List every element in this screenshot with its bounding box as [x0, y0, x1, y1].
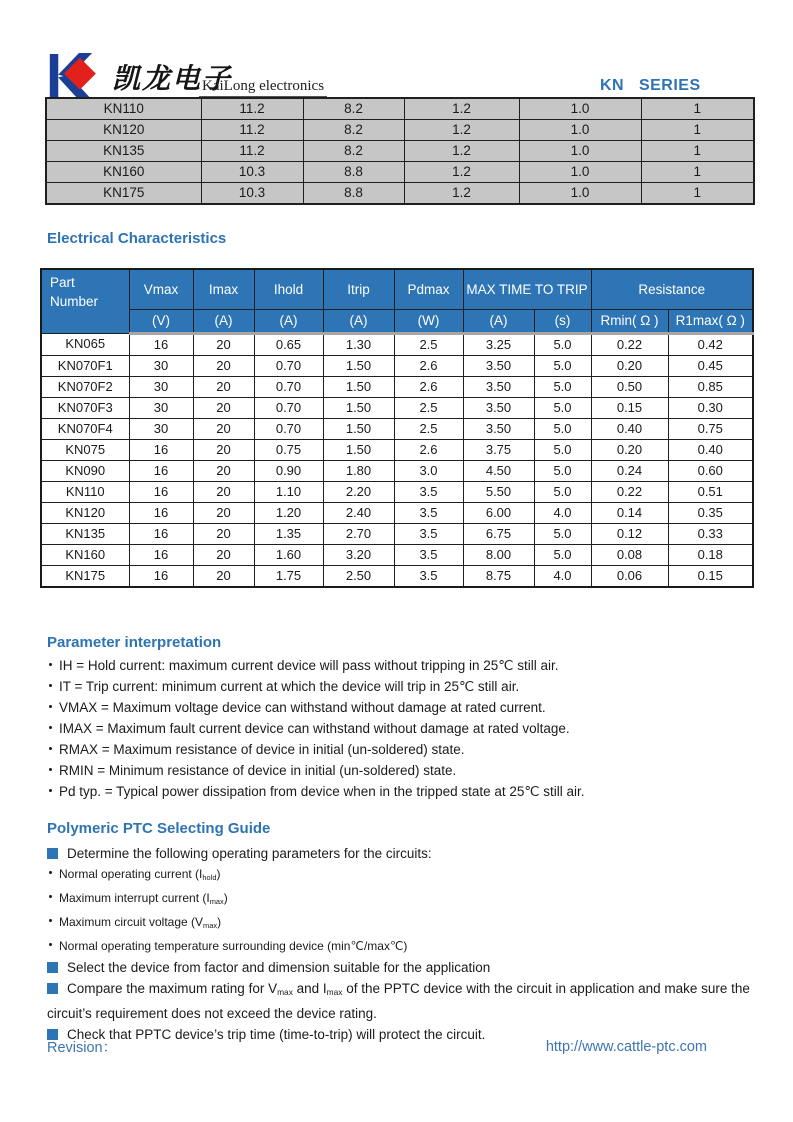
- revision-label: Revision：: [47, 1040, 118, 1056]
- table-cell: 0.75: [668, 418, 753, 439]
- table-cell: 20: [193, 523, 254, 544]
- table-cell: 0.42: [668, 333, 753, 355]
- table-cell: 1.2: [404, 162, 519, 183]
- table-cell: 3.5: [394, 565, 463, 587]
- table-cell: KN090: [41, 460, 129, 481]
- part-dimension-table: [45, 97, 755, 205]
- bullet-text: ): [217, 914, 222, 929]
- table-row: [46, 98, 754, 120]
- table-cell: 3.5: [394, 502, 463, 523]
- bullet-text: RMAX = Maximum resistance of device in initial (un-soldered) state.: [59, 742, 465, 757]
- bullet-text: max: [203, 920, 218, 930]
- table-cell: 30: [129, 376, 193, 397]
- table-cell: 10.3: [201, 162, 303, 183]
- bullet-text: Normal operating current (I: [59, 867, 203, 881]
- table-row: [41, 418, 753, 439]
- bullet-text: IMAX = Maximum fault current device can withstand without damage at rated voltage.: [59, 721, 570, 736]
- table-cell: KN070F1: [41, 355, 129, 376]
- bullet-text: max: [326, 986, 343, 997]
- table-cell: 1.75: [254, 565, 323, 587]
- table-row: [41, 460, 753, 481]
- table-cell: 1.2: [404, 183, 519, 205]
- table-row: [41, 439, 753, 460]
- selecting-guide-list: [47, 843, 755, 1045]
- table-cell: 1: [641, 141, 754, 162]
- table-cell: 0.06: [591, 565, 668, 587]
- dot-bullet-icon: [49, 768, 52, 771]
- unit-a4: (A): [463, 309, 534, 333]
- bullet-text: hold: [202, 872, 217, 882]
- table-cell: 20: [193, 439, 254, 460]
- table-cell: 1.0: [519, 141, 641, 162]
- table-cell: KN160: [46, 162, 201, 183]
- table-cell: 1.2: [404, 120, 519, 141]
- list-item: [47, 936, 755, 957]
- col-header-max-time-to-trip: MAX TIME TO TRIP: [463, 269, 591, 309]
- table-row: [41, 523, 753, 544]
- table-cell: KN135: [41, 523, 129, 544]
- table-row: [46, 141, 754, 162]
- table-cell: 5.0: [534, 397, 591, 418]
- table-cell: 0.45: [668, 355, 753, 376]
- table-cell: 8.2: [303, 98, 404, 120]
- table-cell: 1.50: [323, 418, 394, 439]
- bullet-text: ): [216, 867, 221, 881]
- table-row: [41, 502, 753, 523]
- table-cell: 0.50: [591, 376, 668, 397]
- table-cell: 5.50: [463, 481, 534, 502]
- dot-bullet-icon: [49, 663, 52, 666]
- table-cell: KN110: [46, 98, 201, 120]
- table-cell: 20: [193, 481, 254, 502]
- table-row: [46, 183, 754, 205]
- table-cell: KN120: [46, 120, 201, 141]
- table-cell: 20: [193, 376, 254, 397]
- list-item: [47, 843, 755, 864]
- table-cell: 3.50: [463, 397, 534, 418]
- table-cell: 1.20: [254, 502, 323, 523]
- table-cell: 5.0: [534, 523, 591, 544]
- unit-r1max: R1max( Ω ): [668, 309, 753, 333]
- table-cell: 16: [129, 523, 193, 544]
- part-label-line1: Part: [50, 275, 75, 290]
- table-cell: 16: [129, 502, 193, 523]
- table-cell: 1.2: [404, 141, 519, 162]
- table-cell: 5.0: [534, 460, 591, 481]
- bullet-text: IT = Trip current: minimum current at which the device will trip in 25℃ still air.: [59, 679, 520, 694]
- table-cell: 2.20: [323, 481, 394, 502]
- table-row: [41, 544, 753, 565]
- dot-bullet-icon: [49, 726, 52, 729]
- top-table-body: [46, 98, 754, 204]
- table-cell: 0.22: [591, 481, 668, 502]
- table-cell: 0.90: [254, 460, 323, 481]
- table-cell: 2.6: [394, 439, 463, 460]
- table-cell: 0.15: [668, 565, 753, 587]
- table-cell: 0.22: [591, 333, 668, 355]
- table-row: [41, 333, 753, 355]
- table-cell: 0.35: [668, 502, 753, 523]
- table-cell: 0.75: [254, 439, 323, 460]
- table-cell: 1: [641, 162, 754, 183]
- brand-name-chinese: 凯龙电子: [112, 62, 233, 95]
- table-cell: 3.25: [463, 333, 534, 355]
- bullet-text: ): [223, 890, 228, 905]
- table-cell: 8.2: [303, 141, 404, 162]
- table-cell: 16: [129, 460, 193, 481]
- table-cell: KN075: [41, 439, 129, 460]
- table-row: [41, 376, 753, 397]
- dot-bullet-icon: [49, 871, 52, 874]
- list-item: [47, 912, 755, 936]
- table-cell: KN070F4: [41, 418, 129, 439]
- bullet-text: Maximum interrupt current (I: [59, 890, 210, 905]
- table-row: [46, 162, 754, 183]
- table-cell: KN175: [46, 183, 201, 205]
- unit-a2: (A): [254, 309, 323, 333]
- electrical-table-body: [41, 333, 753, 587]
- list-item: [47, 655, 753, 676]
- table-cell: 30: [129, 397, 193, 418]
- table-cell: 20: [193, 355, 254, 376]
- table-cell: 5.0: [534, 418, 591, 439]
- table-cell: 4.0: [534, 502, 591, 523]
- parameter-interpretation-list: [47, 655, 753, 802]
- list-item: [47, 864, 755, 888]
- table-cell: 0.24: [591, 460, 668, 481]
- dot-bullet-icon: [49, 789, 52, 792]
- bullet-text: Pd typ. = Typical power dissipation from device when in the tripped state at 25℃ still air.: [59, 784, 585, 799]
- bullet-text: Determine the following operating parameters for the circuits:: [67, 846, 432, 861]
- table-cell: 1.2: [404, 98, 519, 120]
- brand-name-english: KaiLong electronics: [199, 78, 327, 98]
- bullet-text: Maximum circuit voltage (V: [59, 914, 204, 929]
- table-cell: 1.0: [519, 120, 641, 141]
- table-cell: 2.5: [394, 418, 463, 439]
- table-cell: 30: [129, 355, 193, 376]
- table-cell: 4.50: [463, 460, 534, 481]
- bullet-text: VMAX = Maximum voltage device can withstand without damage at rated current.: [59, 700, 546, 715]
- table-cell: 1.50: [323, 355, 394, 376]
- table-cell: KN070F3: [41, 397, 129, 418]
- bullet-text: of the PPTC device with the circuit in application and make sure the circuit’s requirement does not exceed the device rating.: [47, 980, 750, 1021]
- table-cell: KN070F2: [41, 376, 129, 397]
- table-cell: 1.50: [323, 439, 394, 460]
- unit-s: (s): [534, 309, 591, 333]
- table-cell: 1.60: [254, 544, 323, 565]
- col-header-part-number: [41, 269, 129, 333]
- table-cell: 1.80: [323, 460, 394, 481]
- table-cell: 3.50: [463, 355, 534, 376]
- table-row: [41, 481, 753, 502]
- bullet-text: RMIN = Minimum resistance of device in initial (un-soldered) state.: [59, 763, 457, 778]
- table-cell: 2.5: [394, 397, 463, 418]
- table-cell: 20: [193, 460, 254, 481]
- unit-rmin: Rmin( Ω ): [591, 309, 668, 333]
- bullet-text: Check that PPTC device’s trip time (time-to-trip) will protect the circuit.: [67, 1026, 486, 1042]
- table-cell: 0.70: [254, 376, 323, 397]
- dot-bullet-icon: [49, 684, 52, 687]
- col-header-itrip: Itrip: [323, 269, 394, 309]
- list-item: [47, 718, 753, 739]
- table-cell: 3.5: [394, 481, 463, 502]
- table-cell: 20: [193, 502, 254, 523]
- part-label-line2: Number: [50, 294, 99, 309]
- dot-bullet-icon: [49, 705, 52, 708]
- table-cell: KN120: [41, 502, 129, 523]
- table-cell: 11.2: [201, 98, 303, 120]
- table-cell: 6.75: [463, 523, 534, 544]
- table-cell: 0.20: [591, 355, 668, 376]
- table-cell: 8.2: [303, 120, 404, 141]
- table-cell: 0.14: [591, 502, 668, 523]
- table-cell: 8.00: [463, 544, 534, 565]
- col-header-ihold: Ihold: [254, 269, 323, 309]
- table-cell: 0.60: [668, 460, 753, 481]
- table-cell: 16: [129, 333, 193, 355]
- table-cell: 0.51: [668, 481, 753, 502]
- table-cell: 2.6: [394, 355, 463, 376]
- table-cell: 8.8: [303, 162, 404, 183]
- table-cell: 0.70: [254, 397, 323, 418]
- table-cell: 0.70: [254, 355, 323, 376]
- list-item: [47, 697, 753, 718]
- table-cell: 6.00: [463, 502, 534, 523]
- table-cell: 2.70: [323, 523, 394, 544]
- table-cell: 3.0: [394, 460, 463, 481]
- table-cell: 0.08: [591, 544, 668, 565]
- square-bullet-icon: [47, 848, 58, 859]
- table-cell: 3.75: [463, 439, 534, 460]
- table-cell: 1.50: [323, 397, 394, 418]
- table-cell: 0.30: [668, 397, 753, 418]
- table-cell: 1.35: [254, 523, 323, 544]
- table-cell: 11.2: [201, 120, 303, 141]
- bullet-text: Normal operating temperature surrounding device (min℃/max℃): [59, 938, 408, 953]
- table-cell: 16: [129, 544, 193, 565]
- list-item: [47, 781, 753, 802]
- table-cell: 5.0: [534, 333, 591, 355]
- square-bullet-icon: [47, 962, 58, 973]
- table-cell: KN175: [41, 565, 129, 587]
- table-cell: 1.0: [519, 183, 641, 205]
- table-cell: 5.0: [534, 355, 591, 376]
- bullet-text: max: [277, 986, 293, 997]
- table-cell: 0.70: [254, 418, 323, 439]
- bullet-text: and I: [292, 980, 327, 996]
- table-cell: 3.20: [323, 544, 394, 565]
- table-cell: 8.75: [463, 565, 534, 587]
- table-cell: 0.40: [668, 439, 753, 460]
- kailong-logo-icon: [46, 53, 110, 100]
- table-cell: 1.10: [254, 481, 323, 502]
- table-cell: 3.50: [463, 418, 534, 439]
- table-cell: 3.5: [394, 544, 463, 565]
- table-row: [41, 355, 753, 376]
- list-item: [47, 739, 753, 760]
- table-cell: 3.5: [394, 523, 463, 544]
- col-header-vmax: Vmax: [129, 269, 193, 309]
- table-cell: 1.50: [323, 376, 394, 397]
- table-cell: 16: [129, 439, 193, 460]
- dot-bullet-icon: [49, 919, 52, 922]
- table-cell: 0.15: [591, 397, 668, 418]
- table-cell: 0.65: [254, 333, 323, 355]
- table-cell: 8.8: [303, 183, 404, 205]
- table-cell: 11.2: [201, 141, 303, 162]
- website-link[interactable]: http://www.cattle-ptc.com: [545, 1038, 707, 1055]
- unit-v: (V): [129, 309, 193, 333]
- table-cell: 3.50: [463, 376, 534, 397]
- table-cell: 1: [641, 98, 754, 120]
- table-cell: KN135: [46, 141, 201, 162]
- electrical-characteristics-title: Electrical Characteristics: [47, 230, 227, 247]
- table-cell: 5.0: [534, 376, 591, 397]
- table-cell: 2.50: [323, 565, 394, 587]
- table-cell: 4.0: [534, 565, 591, 587]
- table-cell: 0.33: [668, 523, 753, 544]
- table-row: [41, 565, 753, 587]
- parameter-interpretation-title: Parameter interpretation: [47, 634, 222, 651]
- table-cell: 2.5: [394, 333, 463, 355]
- table-cell: 1.30: [323, 333, 394, 355]
- table-cell: 5.0: [534, 439, 591, 460]
- table-cell: 20: [193, 418, 254, 439]
- list-item: [47, 760, 753, 781]
- unit-w: (W): [394, 309, 463, 333]
- table-cell: 1.0: [519, 162, 641, 183]
- bullet-text: Compare the maximum rating for V: [67, 980, 278, 996]
- table-cell: 10.3: [201, 183, 303, 205]
- dot-bullet-icon: [49, 747, 52, 750]
- list-item: [47, 978, 755, 1024]
- dot-bullet-icon: [49, 943, 52, 946]
- unit-a1: (A): [193, 309, 254, 333]
- table-cell: 0.40: [591, 418, 668, 439]
- list-item: [47, 676, 753, 697]
- table-cell: 2.40: [323, 502, 394, 523]
- table-cell: KN065: [41, 333, 129, 355]
- table-cell: KN160: [41, 544, 129, 565]
- selecting-guide-title: Polymeric PTC Selecting Guide: [47, 820, 271, 837]
- col-header-pdmax: Pdmax: [394, 269, 463, 309]
- table-cell: 1.0: [519, 98, 641, 120]
- table-row: [46, 120, 754, 141]
- table-cell: 0.18: [668, 544, 753, 565]
- table-cell: 0.85: [668, 376, 753, 397]
- bullet-text: IH = Hold current: maximum current device will pass without tripping in 25℃ still air.: [59, 658, 559, 673]
- table-cell: 20: [193, 544, 254, 565]
- table-row: [41, 397, 753, 418]
- list-item: [47, 957, 755, 978]
- table-cell: 0.20: [591, 439, 668, 460]
- bullet-text: Select the device from factor and dimension suitable for the application: [67, 959, 491, 975]
- table-cell: 30: [129, 418, 193, 439]
- table-cell: 2.6: [394, 376, 463, 397]
- list-item: [47, 888, 755, 912]
- table-cell: 5.0: [534, 544, 591, 565]
- table-cell: 5.0: [534, 481, 591, 502]
- table-cell: 1: [641, 120, 754, 141]
- electrical-characteristics-table: [40, 268, 754, 588]
- series-label: KN SERIES: [600, 77, 701, 94]
- unit-a3: (A): [323, 309, 394, 333]
- dot-bullet-icon: [49, 895, 52, 898]
- bullet-text: max: [209, 896, 224, 906]
- col-header-imax: Imax: [193, 269, 254, 309]
- table-cell: 16: [129, 481, 193, 502]
- square-bullet-icon: [47, 983, 58, 994]
- col-header-resistance: Resistance: [591, 269, 753, 309]
- table-cell: 20: [193, 333, 254, 355]
- table-cell: KN110: [41, 481, 129, 502]
- table-cell: 1: [641, 183, 754, 205]
- table-cell: 16: [129, 565, 193, 587]
- table-cell: 20: [193, 397, 254, 418]
- table-cell: 20: [193, 565, 254, 587]
- table-cell: 0.12: [591, 523, 668, 544]
- page-footer: [47, 1036, 753, 1057]
